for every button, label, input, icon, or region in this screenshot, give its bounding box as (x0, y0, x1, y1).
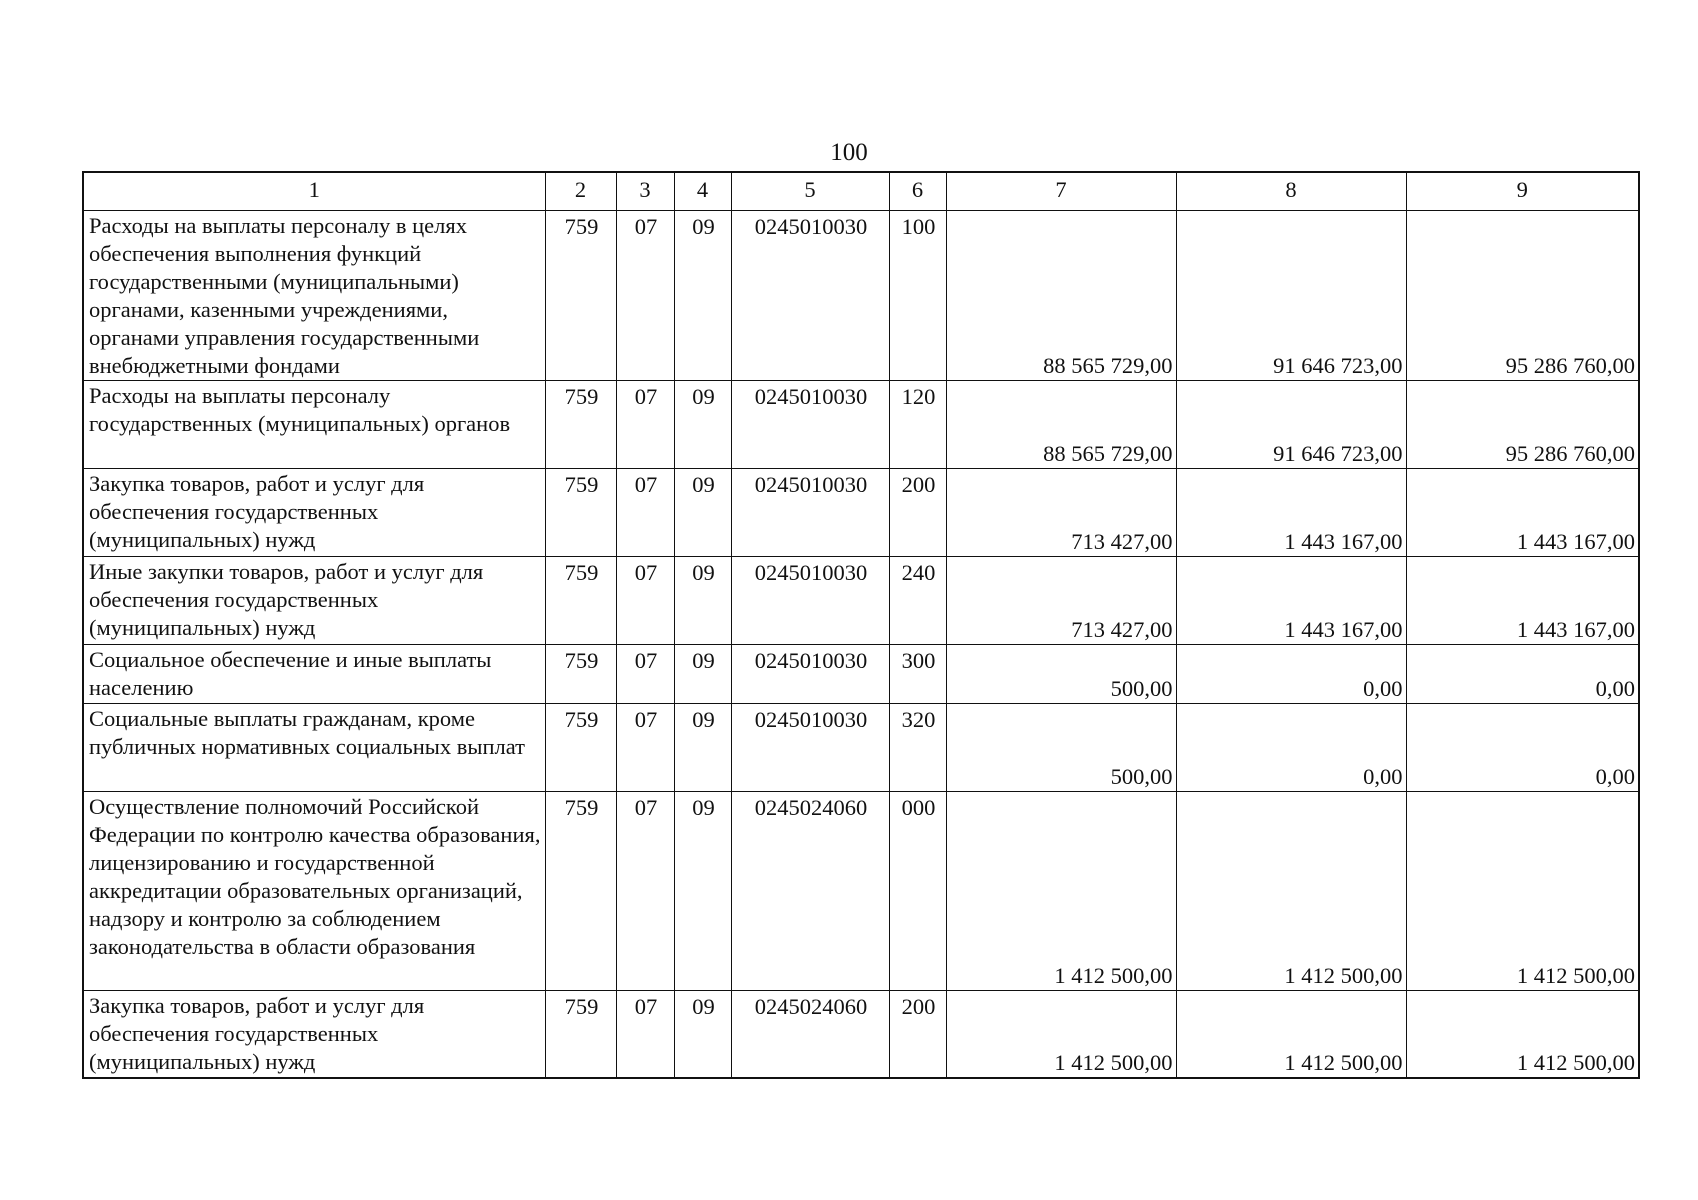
target-item-code: 0245024060 (731, 791, 889, 990)
amount-col-7: 713 427,00 (946, 468, 1176, 556)
column-header: 1 (83, 172, 545, 210)
amount-col-7: 1 412 500,00 (946, 791, 1176, 990)
table-row (83, 644, 1639, 703)
subsection-code: 09 (674, 210, 731, 380)
expense-name: Закупка товаров, работ и услуг для обеспечения государственных (муниципальных) нужд (83, 990, 545, 1078)
target-item-code: 0245024060 (731, 990, 889, 1078)
expense-type-code: 120 (889, 380, 946, 468)
amount-col-8: 1 443 167,00 (1176, 556, 1406, 644)
subsection-code: 09 (674, 380, 731, 468)
expense-type-code: 100 (889, 210, 946, 380)
expense-name: Расходы на выплаты персоналу государственных (муниципальных) органов (83, 380, 545, 468)
table-row (83, 556, 1639, 644)
target-item-code: 0245010030 (731, 468, 889, 556)
amount-col-8: 1 443 167,00 (1176, 468, 1406, 556)
amount-col-7: 713 427,00 (946, 556, 1176, 644)
ministry-code: 759 (545, 380, 616, 468)
ministry-code: 759 (545, 703, 616, 791)
subsection-code: 09 (674, 468, 731, 556)
table-row (83, 468, 1639, 556)
amount-col-7: 500,00 (946, 703, 1176, 791)
amount-col-9: 0,00 (1406, 644, 1639, 703)
subsection-code: 09 (674, 556, 731, 644)
subsection-code: 09 (674, 644, 731, 703)
amount-col-8: 1 412 500,00 (1176, 990, 1406, 1078)
expense-type-code: 200 (889, 468, 946, 556)
column-header: 6 (889, 172, 946, 210)
column-header: 5 (731, 172, 889, 210)
expense-name: Осуществление полномочий Российской Федерации по контролю качества образования, лицензированию и государственной аккредитации образовательных организаций, надзору и контролю за соблюдением законодательства в области образования (83, 791, 545, 990)
section-code: 07 (616, 380, 674, 468)
amount-col-9: 0,00 (1406, 703, 1639, 791)
expense-name: Расходы на выплаты персоналу в целях обеспечения выполнения функций государственными (муниципальными) органами, казенными учреждениями, органами управления государственными внебюджетными фондами (83, 210, 545, 380)
amount-col-9: 95 286 760,00 (1406, 380, 1639, 468)
amount-col-8: 91 646 723,00 (1176, 210, 1406, 380)
expense-type-code: 200 (889, 990, 946, 1078)
ministry-code: 759 (545, 990, 616, 1078)
section-code: 07 (616, 791, 674, 990)
amount-col-9: 1 412 500,00 (1406, 990, 1639, 1078)
amount-col-8: 1 412 500,00 (1176, 791, 1406, 990)
subsection-code: 09 (674, 791, 731, 990)
amount-col-9: 1 443 167,00 (1406, 468, 1639, 556)
column-header: 4 (674, 172, 731, 210)
ministry-code: 759 (545, 556, 616, 644)
amount-col-7: 88 565 729,00 (946, 380, 1176, 468)
amount-col-7: 1 412 500,00 (946, 990, 1176, 1078)
expense-type-code: 240 (889, 556, 946, 644)
column-header: 7 (946, 172, 1176, 210)
amount-col-9: 1 412 500,00 (1406, 791, 1639, 990)
target-item-code: 0245010030 (731, 556, 889, 644)
ministry-code: 759 (545, 791, 616, 990)
expense-type-code: 000 (889, 791, 946, 990)
amount-col-8: 0,00 (1176, 703, 1406, 791)
amount-col-7: 500,00 (946, 644, 1176, 703)
expense-name: Социальные выплаты гражданам, кроме публичных нормативных социальных выплат (83, 703, 545, 791)
amount-col-7: 88 565 729,00 (946, 210, 1176, 380)
section-code: 07 (616, 468, 674, 556)
expense-name: Иные закупки товаров, работ и услуг для обеспечения государственных (муниципальных) нужд (83, 556, 545, 644)
target-item-code: 0245010030 (731, 380, 889, 468)
table-header-row (83, 172, 1639, 210)
ministry-code: 759 (545, 468, 616, 556)
amount-col-8: 91 646 723,00 (1176, 380, 1406, 468)
column-header: 9 (1406, 172, 1639, 210)
table-row (83, 791, 1639, 990)
section-code: 07 (616, 644, 674, 703)
expense-type-code: 320 (889, 703, 946, 791)
amount-col-9: 95 286 760,00 (1406, 210, 1639, 380)
expense-type-code: 300 (889, 644, 946, 703)
expense-name: Социальное обеспечение и иные выплаты населению (83, 644, 545, 703)
section-code: 07 (616, 556, 674, 644)
section-code: 07 (616, 210, 674, 380)
ministry-code: 759 (545, 210, 616, 380)
column-header: 8 (1176, 172, 1406, 210)
table-row (83, 380, 1639, 468)
subsection-code: 09 (674, 990, 731, 1078)
section-code: 07 (616, 703, 674, 791)
expense-name: Закупка товаров, работ и услуг для обеспечения государственных (муниципальных) нужд (83, 468, 545, 556)
table-row (83, 210, 1639, 380)
target-item-code: 0245010030 (731, 703, 889, 791)
target-item-code: 0245010030 (731, 210, 889, 380)
amount-col-8: 0,00 (1176, 644, 1406, 703)
column-header: 2 (545, 172, 616, 210)
budget-table (82, 171, 1640, 1079)
table-row (83, 703, 1639, 791)
ministry-code: 759 (545, 644, 616, 703)
amount-col-9: 1 443 167,00 (1406, 556, 1639, 644)
section-code: 07 (616, 990, 674, 1078)
target-item-code: 0245010030 (731, 644, 889, 703)
subsection-code: 09 (674, 703, 731, 791)
table-row (83, 990, 1639, 1078)
column-header: 3 (616, 172, 674, 210)
page-number: 100 (830, 139, 868, 166)
